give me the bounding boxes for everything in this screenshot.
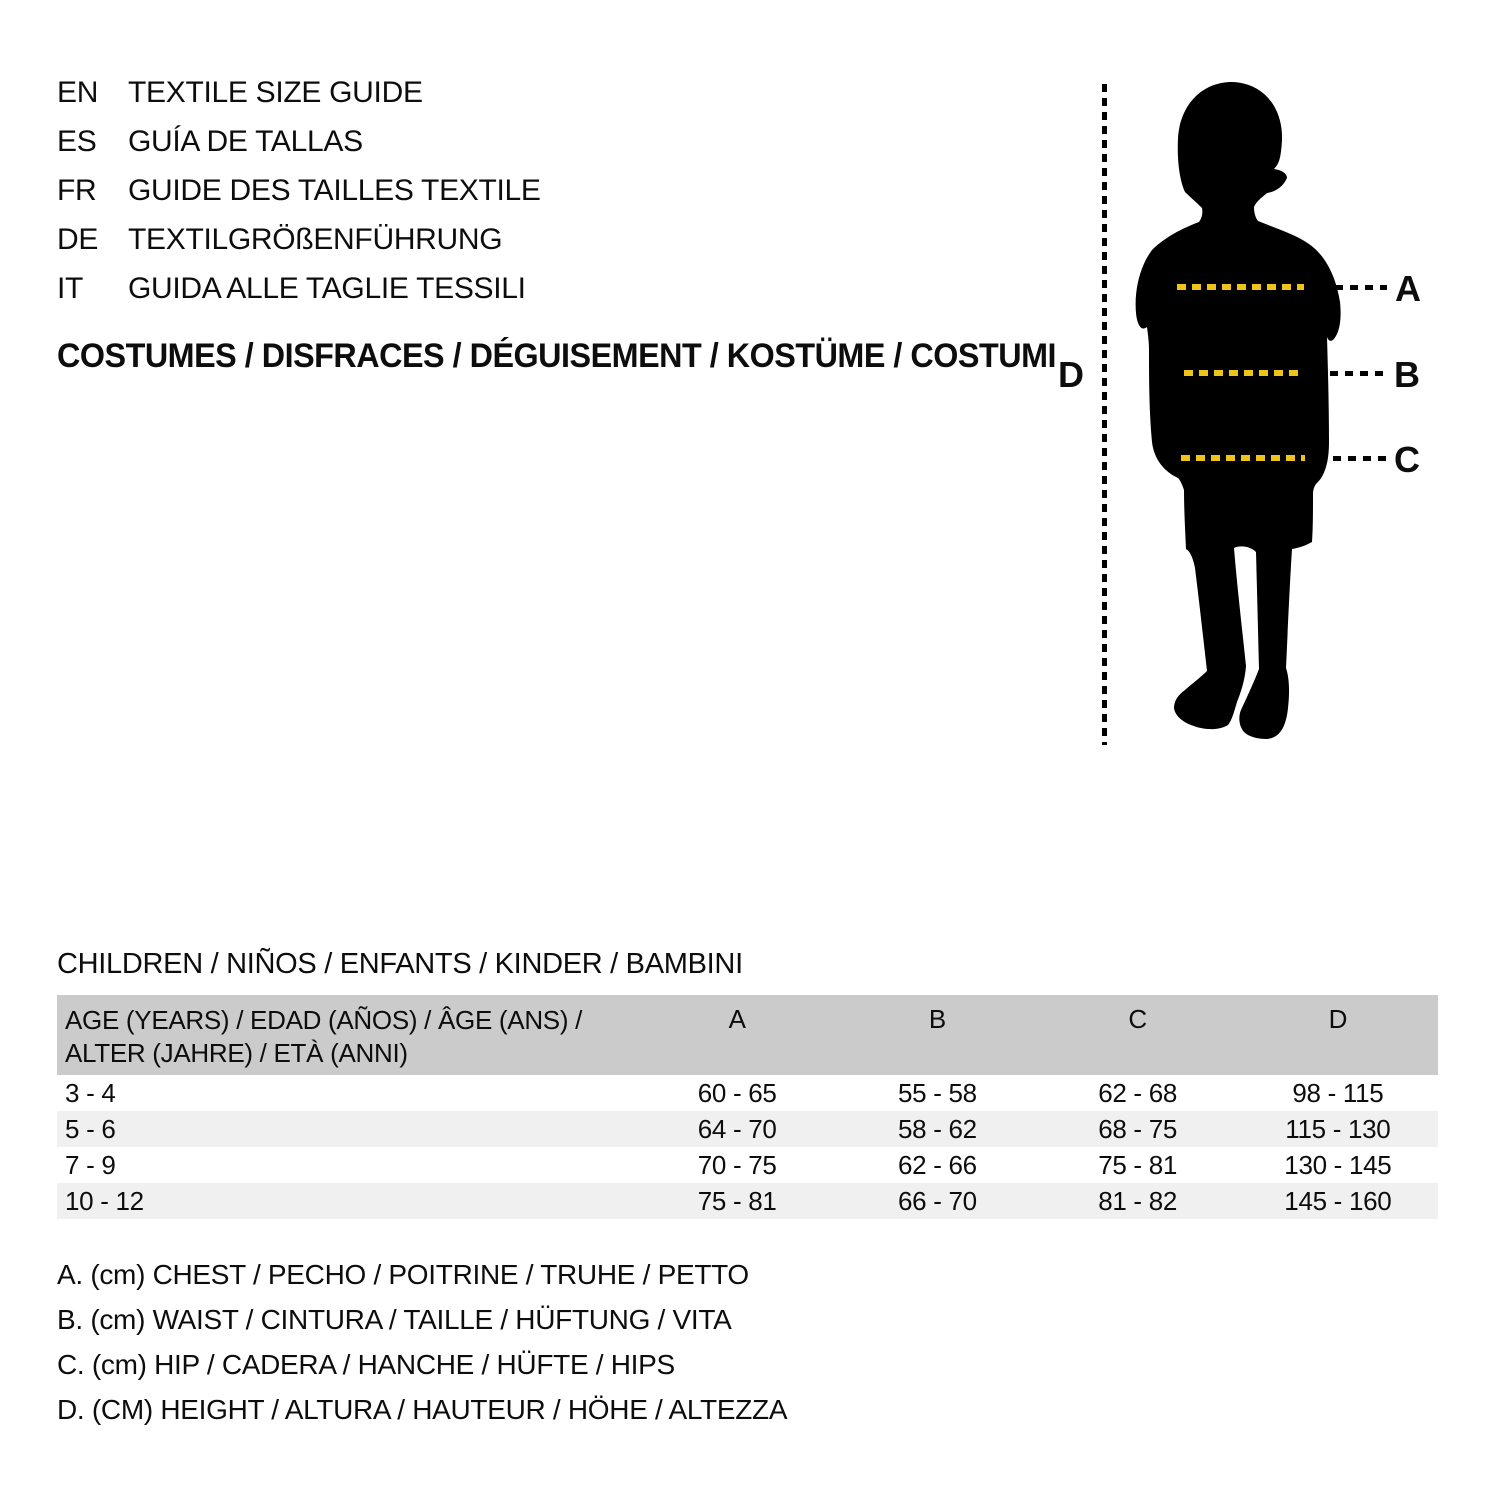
language-title: TEXTILE SIZE GUIDE	[128, 75, 423, 109]
age-value: 10 - 12	[65, 1185, 144, 1216]
age-value: 5 - 6	[65, 1113, 116, 1144]
hip-range: 62 - 68	[1098, 1077, 1178, 1108]
waist-range: 55 - 58	[897, 1077, 977, 1108]
language-row-de	[57, 215, 541, 264]
child-silhouette	[1133, 80, 1373, 750]
table-row	[57, 1111, 1438, 1147]
chest-range: 64 - 70	[697, 1113, 777, 1144]
column-header-a: A	[637, 995, 837, 1075]
legend-waist: B. (cm) WAIST / CINTURA / TAILLE / HÜFTUNG / VITA	[57, 1303, 732, 1335]
table-row	[57, 1147, 1438, 1183]
waist-range: 62 - 66	[897, 1149, 977, 1180]
chest-range: 75 - 81	[697, 1185, 777, 1216]
language-row-en	[57, 68, 541, 117]
measure-label-a: A	[1395, 268, 1421, 309]
legend-height: D. (CM) HEIGHT / ALTURA / HAUTEUR / HÖHE / ALTEZZA	[57, 1393, 788, 1425]
language-row-it	[57, 264, 541, 313]
height-measure-dashed-line	[1102, 84, 1107, 745]
age-header-line1: AGE (YEARS) / EDAD (AÑOS) / ÂGE (ANS) /	[65, 1005, 583, 1035]
language-code: ES	[57, 124, 97, 158]
waist-range: 58 - 62	[897, 1113, 977, 1144]
waist-measure-dashed-line	[1184, 370, 1298, 376]
children-section-title: CHILDREN / NIÑOS / ENFANTS / KINDER / BAMBINI	[57, 948, 743, 980]
column-header-c: C	[1038, 995, 1238, 1075]
category-title: COSTUMES / DISFRACES / DÉGUISEMENT / KOSTÜME / COSTUMI	[57, 337, 1057, 375]
column-header-d: D	[1238, 995, 1438, 1075]
height-range: 130 - 145	[1284, 1149, 1392, 1180]
language-code: EN	[57, 75, 99, 109]
hip-measure-dashed-line	[1181, 455, 1305, 461]
height-range: 145 - 160	[1284, 1185, 1392, 1216]
height-range: 98 - 115	[1292, 1077, 1384, 1108]
measure-label-b: B	[1394, 354, 1420, 395]
height-range: 115 - 130	[1285, 1113, 1391, 1144]
language-row-es	[57, 117, 541, 166]
language-title: GUIDA ALLE TAGLIE TESSILI	[128, 271, 526, 305]
language-title: TEXTILGRÖßENFÜHRUNG	[128, 222, 503, 256]
language-code: IT	[57, 271, 84, 305]
hip-range: 75 - 81	[1098, 1149, 1178, 1180]
age-header-line2: ALTER (JAHRE) / ETÀ (ANNI)	[65, 1038, 408, 1068]
children-size-table	[57, 995, 1438, 1219]
legend-chest: A. (cm) CHEST / PECHO / POITRINE / TRUHE / PETTO	[57, 1258, 749, 1290]
language-title: GUIDE DES TAILLES TEXTILE	[128, 173, 541, 207]
language-code: FR	[57, 173, 97, 207]
language-title: GUÍA DE TALLAS	[128, 124, 363, 158]
waist-leader-line	[1330, 371, 1387, 376]
age-value: 7 - 9	[65, 1149, 116, 1180]
chest-range: 60 - 65	[697, 1077, 777, 1108]
chest-measure-dashed-line	[1177, 284, 1304, 290]
column-header-b: B	[837, 995, 1037, 1075]
legend-hip: C. (cm) HIP / CADERA / HANCHE / HÜFTE / HIPS	[57, 1348, 675, 1380]
waist-range: 66 - 70	[897, 1185, 977, 1216]
chest-range: 70 - 75	[697, 1149, 777, 1180]
language-list	[57, 68, 541, 313]
age-value: 3 - 4	[65, 1077, 116, 1108]
hip-range: 68 - 75	[1098, 1113, 1178, 1144]
hip-range: 81 - 82	[1098, 1185, 1178, 1216]
table-row	[57, 1075, 1438, 1111]
measure-label-d: D	[1058, 354, 1084, 395]
chest-leader-line	[1335, 285, 1387, 290]
language-row-fr	[57, 166, 541, 215]
table-header-row	[57, 995, 1438, 1075]
measure-label-c: C	[1394, 439, 1420, 480]
hip-leader-line	[1333, 456, 1387, 461]
measurement-legend	[57, 1252, 787, 1432]
language-code: DE	[57, 222, 99, 256]
age-column-header	[57, 995, 637, 1075]
table-row	[57, 1183, 1438, 1219]
